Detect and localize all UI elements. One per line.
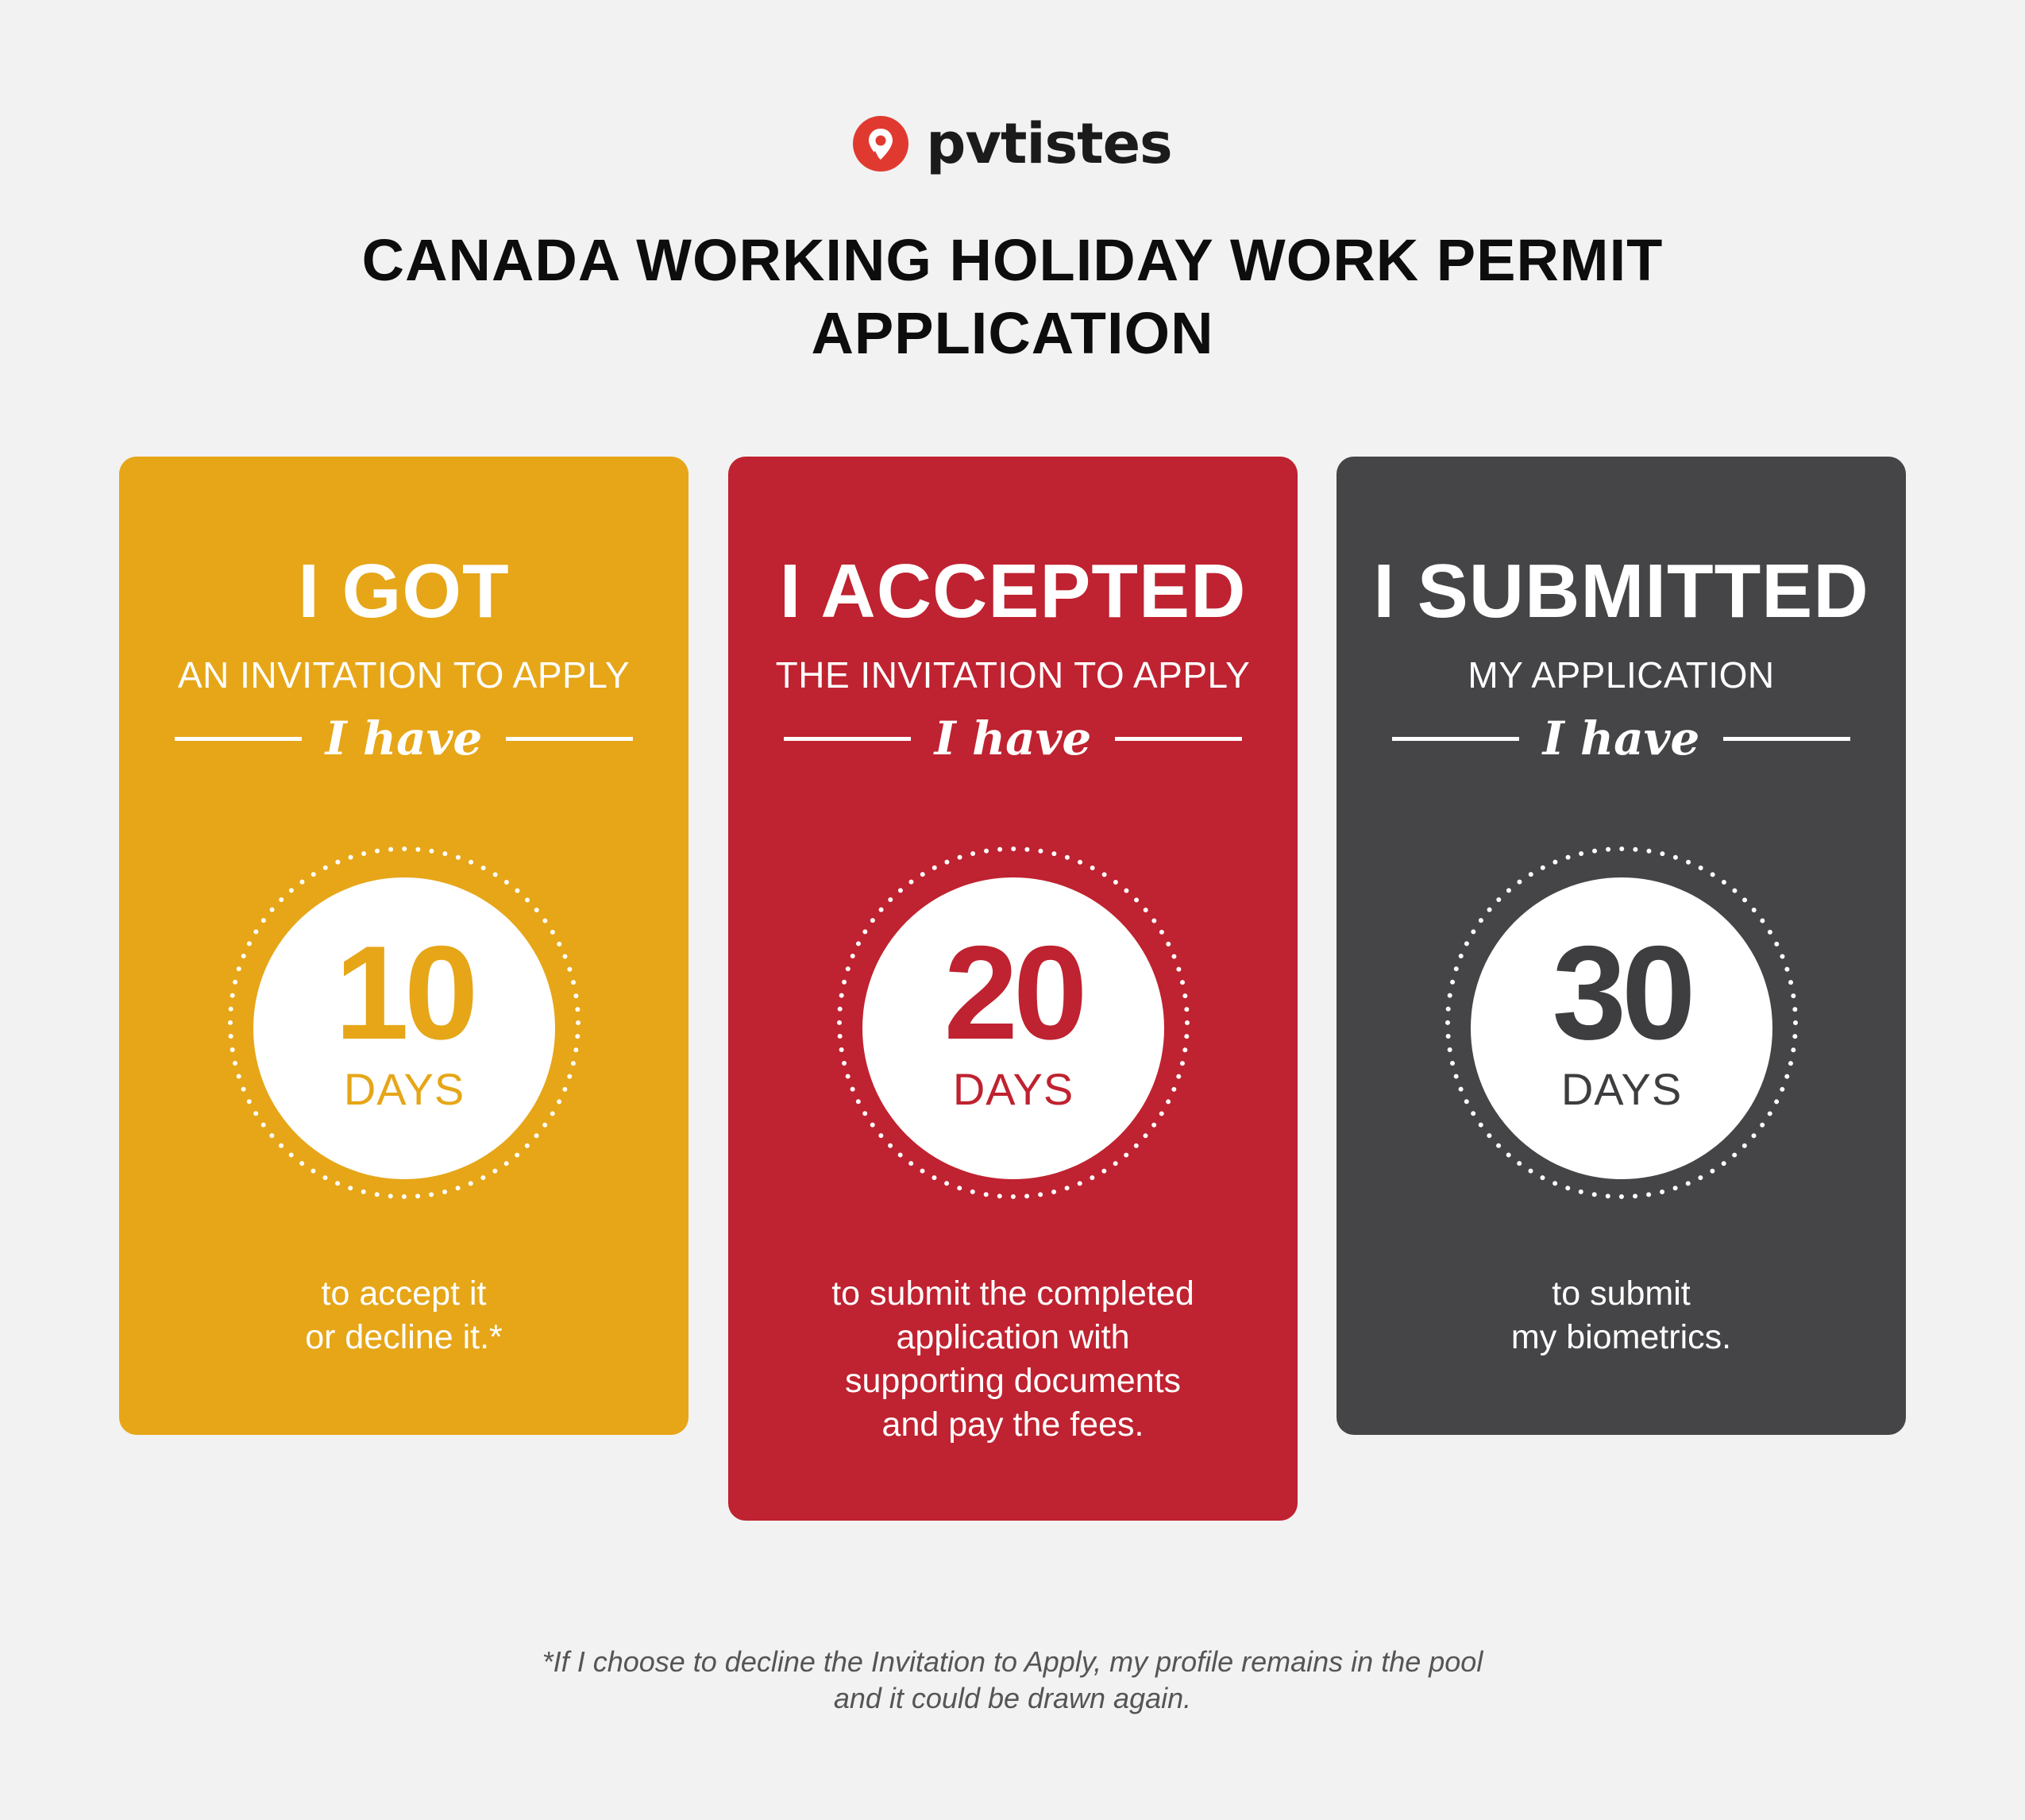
card-connector: I have xyxy=(934,711,1092,765)
days-unit: DAYS xyxy=(1560,1064,1683,1114)
card-connector: I have xyxy=(325,711,483,765)
divider-line-right xyxy=(1723,737,1850,741)
footnote-line-2: and it could be drawn again. xyxy=(833,1682,1192,1714)
card-subheading: AN INVITATION TO APPLY xyxy=(177,654,631,696)
days-unit: DAYS xyxy=(952,1064,1074,1114)
description-line: or decline it.* xyxy=(305,1318,503,1356)
card-description xyxy=(1336,1272,1906,1359)
days-badge xyxy=(862,877,1164,1179)
card-subheading: MY APPLICATION xyxy=(1468,654,1775,696)
description-line: and pay the fees. xyxy=(881,1405,1144,1444)
divider-line-right xyxy=(1115,737,1242,741)
brand-name: pvtistes xyxy=(926,111,1172,176)
map-pin-icon xyxy=(853,116,908,172)
description-line: supporting documents xyxy=(844,1362,1182,1400)
card-invitation-accepted xyxy=(728,457,1298,1521)
card-connector: I have xyxy=(1542,711,1700,765)
footnote xyxy=(0,1644,2025,1717)
days-badge xyxy=(1471,877,1772,1179)
card-description xyxy=(728,1272,1298,1447)
card-heading: I GOT xyxy=(298,549,510,634)
card-description xyxy=(119,1272,688,1359)
days-number: 30 xyxy=(1552,918,1691,1067)
title-line-2: APPLICATION xyxy=(811,300,1214,366)
description-line: application with xyxy=(896,1318,1130,1356)
card-subheading: THE INVITATION TO APPLY xyxy=(775,654,1251,696)
footnote-line-1: *If I choose to decline the Invitation to Apply, my profile remains in the pool xyxy=(542,1645,1483,1678)
divider-line-right xyxy=(506,737,633,741)
days-unit: DAYS xyxy=(343,1064,465,1114)
description-line: to accept it xyxy=(321,1274,487,1313)
days-number: 20 xyxy=(943,918,1083,1067)
card-application-submitted xyxy=(1336,457,1906,1435)
card-heading: I ACCEPTED xyxy=(779,549,1247,634)
page-title xyxy=(0,224,2025,370)
card-invitation-received xyxy=(119,457,688,1435)
brand-logo xyxy=(0,111,2025,176)
description-line: to submit the completed xyxy=(831,1274,1194,1313)
description-line: to submit xyxy=(1552,1274,1691,1313)
days-badge xyxy=(253,877,555,1179)
title-line-1: CANADA WORKING HOLIDAY WORK PERMIT xyxy=(361,227,1664,293)
days-number: 10 xyxy=(334,918,474,1067)
card-heading: I SUBMITTED xyxy=(1373,549,1869,634)
description-line: my biometrics. xyxy=(1510,1318,1732,1356)
